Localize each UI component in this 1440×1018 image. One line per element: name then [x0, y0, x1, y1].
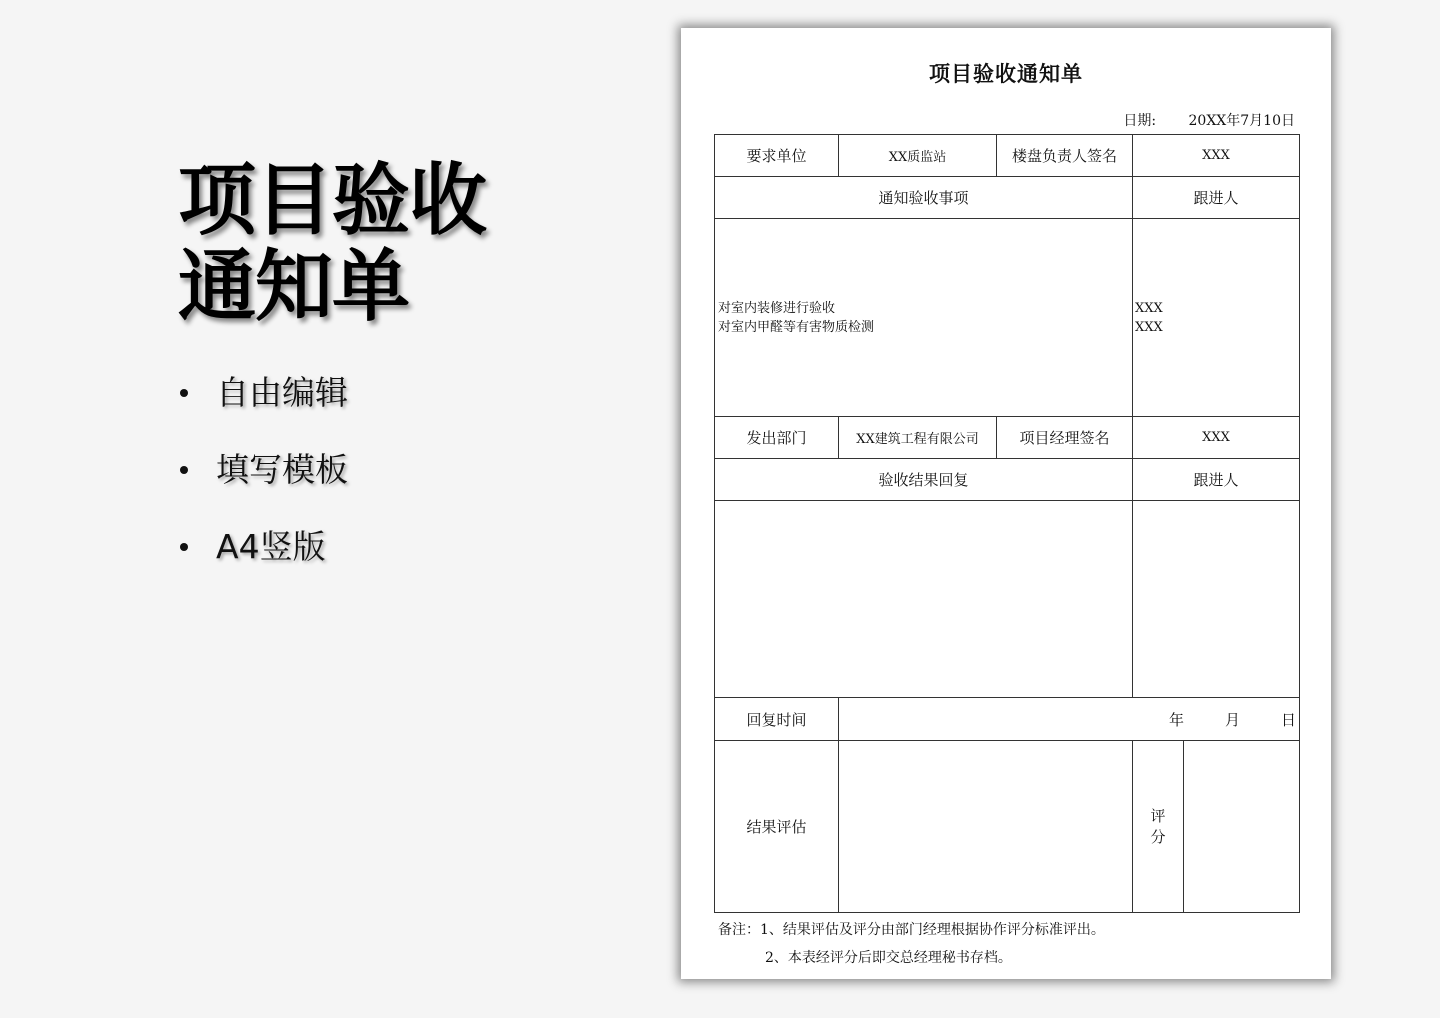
score-label-char: 评: [1150, 806, 1166, 825]
notice-items-header: 通知验收事项: [878, 189, 969, 207]
reply-year-label: 年: [1169, 710, 1185, 729]
result-reply-header: 验收结果回复: [878, 471, 969, 489]
promo-panel: [178, 158, 598, 605]
document-notes: [718, 916, 1105, 972]
bullet-dot-icon: [180, 466, 188, 474]
issuing-department-value[interactable]: XX建筑工程有限公司: [856, 432, 979, 447]
bullet-dot-icon: [180, 543, 188, 551]
project-manager-signature-value[interactable]: XXX: [1202, 430, 1230, 445]
follower-header-2: 跟进人: [1193, 471, 1239, 489]
result-evaluation-label: 结果评估: [746, 818, 807, 836]
feature-label: 填写模板: [216, 450, 348, 489]
form-table: [714, 134, 1300, 913]
date-label: 日期:: [1123, 113, 1157, 129]
reply-time-label: 回复时间: [746, 710, 807, 729]
follower-name: XXX: [1135, 319, 1163, 335]
date-value: 20XX年7月10日: [1188, 113, 1295, 129]
document-title: 项目验收通知单: [929, 61, 1083, 86]
notice-item: 对室内装修进行验收: [718, 300, 836, 316]
requesting-unit-label: 要求单位: [746, 147, 807, 165]
note-line: 备注：1、结果评估及评分由部门经理根据协作评分标准评出。: [718, 922, 1105, 938]
followers-cell[interactable]: [1133, 219, 1298, 416]
score-label: [1133, 741, 1183, 912]
notice-items-cell[interactable]: [715, 219, 1132, 416]
feature-item: [178, 451, 598, 489]
score-cell[interactable]: [1184, 741, 1299, 912]
bullet-dot-icon: [180, 389, 188, 397]
reply-follower-cell[interactable]: [1133, 501, 1299, 697]
followers-list: [1135, 299, 1163, 337]
result-reply-cell[interactable]: [715, 501, 1132, 697]
reply-time-value[interactable]: [839, 698, 1299, 740]
feature-label: 自由编辑: [216, 373, 348, 412]
issuing-department-label: 发出部门: [746, 429, 807, 447]
notice-items-list: [718, 299, 874, 337]
document-page: [681, 28, 1331, 979]
property-manager-signature-label: 楼盘负责人签名: [1011, 147, 1117, 165]
promo-title: [178, 158, 598, 330]
feature-item: [178, 528, 598, 566]
note-line: 2、本表经评分后即交总经理秘书存档。: [765, 950, 1012, 966]
follower-header: 跟进人: [1193, 189, 1239, 207]
notice-item: 对室内甲醛等有害物质检测: [718, 319, 875, 335]
feature-list: [178, 374, 598, 566]
promo-title-line2: 通知单: [178, 242, 410, 332]
requesting-unit-value[interactable]: XX质监站: [888, 150, 947, 165]
result-evaluation-cell[interactable]: [839, 741, 1132, 912]
property-manager-signature-value[interactable]: XXX: [1202, 148, 1230, 163]
document-date: [1123, 110, 1295, 130]
feature-label: A4竖版: [216, 527, 326, 566]
promo-title-line1: 项目验收: [178, 156, 487, 246]
reply-day-label: 日: [1281, 710, 1297, 729]
reply-month-label: 月: [1225, 710, 1241, 729]
feature-item: [178, 374, 598, 412]
score-label-char: 分: [1150, 827, 1166, 846]
follower-name: XXX: [1135, 300, 1163, 316]
project-manager-signature-label: 项目经理签名: [1019, 429, 1110, 447]
score-label-text: [1150, 806, 1165, 848]
